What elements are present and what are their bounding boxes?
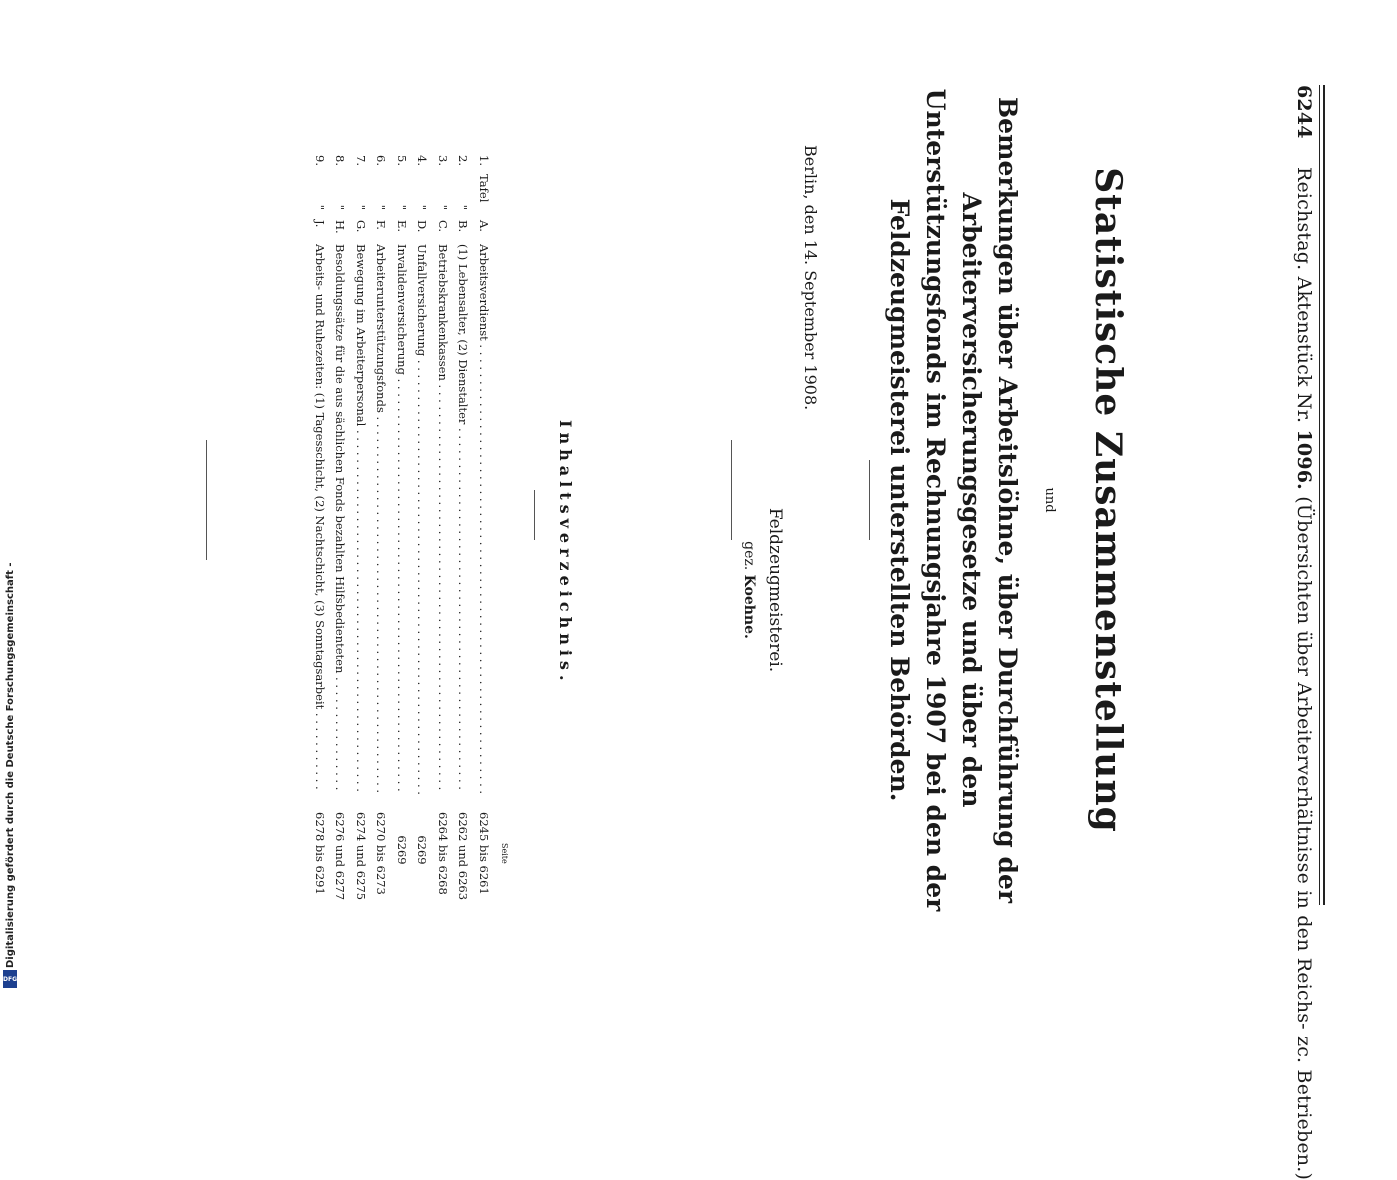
- issuing-office: Feldzeugmeisterei.: [765, 507, 785, 673]
- toc-entry-pages: 6269: [395, 835, 409, 865]
- toc-entry-title: Invalidenversicherung . . .: [392, 244, 413, 794]
- toc-entry-pages: 6278 bis 6291: [313, 812, 327, 895]
- toc-entry-letter: B.: [456, 220, 471, 233]
- toc-heading: Inhaltsverzeichnis.: [556, 420, 575, 686]
- toc-entry-pages: 6245 bis 6261: [477, 812, 491, 895]
- toc-entry-pages: 6276 und 6277: [333, 812, 348, 901]
- toc-entry-number: 4.: [415, 155, 430, 166]
- toc-entry-prefix: ": [354, 204, 368, 210]
- toc-entry-number: 3.: [436, 155, 450, 166]
- toc-entry-title: Besoldungssätze für die aus sächlichen Fonds bezahlten Hilfsbedienteten . . .: [330, 244, 351, 794]
- toc-entry-letter: F.: [374, 220, 389, 230]
- toc-entry-title: Betriebskrankenkassen . . .: [433, 244, 454, 794]
- toc-entry-number: 5.: [395, 155, 409, 166]
- toc-entry-prefix: ": [436, 204, 450, 210]
- document-subtitle: Bemerkungen über Arbeitslöhne, über Durchführung der Arbeiterversicherungsgesetze und über den Unterstützungsfonds im Rechnungsjahre 1907 bei den der Feldzeugmeisterei unterstellten Behörden.: [885, 88, 1022, 912]
- toc-entry-title: Bewegung im Arbeiterpersonal . . .: [351, 244, 372, 794]
- toc-entry: [412, 148, 433, 888]
- toc-entry: [371, 148, 392, 895]
- toc-entry: [351, 148, 372, 901]
- separator-rule: [534, 490, 535, 540]
- toc-entry-letter: J.: [313, 220, 327, 228]
- toc-entry-prefix: ": [456, 204, 471, 210]
- digitization-credit: [2, 562, 18, 990]
- signature-line: [741, 425, 757, 755]
- credit-text: Digitalisierung gefördert durch die Deutsche Forschungsgemeinschaft -: [5, 562, 16, 968]
- table-of-contents: [310, 148, 495, 901]
- toc-entry-number: 8.: [333, 155, 348, 166]
- document-title: Statistische Zusammenstellung: [1087, 167, 1129, 833]
- toc-entry-letter: C.: [436, 220, 450, 233]
- toc-entry-prefix: ": [333, 204, 348, 210]
- toc-entry: [433, 148, 454, 895]
- toc-entry-pages: 6262 und 6263: [456, 812, 471, 901]
- toc-entry-title: Arbeitsverdienst . . .: [474, 244, 495, 794]
- toc-entry-pages: 6269: [415, 835, 430, 865]
- toc-entry-title: (1) Lebensalter, (2) Dienstalter . . .: [453, 244, 474, 794]
- toc-entry: [392, 148, 413, 888]
- toc-entry-pages: 6264 bis 6268: [436, 812, 450, 895]
- toc-entry: [474, 148, 495, 895]
- toc-entry-prefix: ": [374, 204, 389, 210]
- header-rule: [1323, 85, 1325, 905]
- title-conjunction: und: [1042, 487, 1057, 513]
- toc-entry-title: Unfallversicherung . . .: [412, 244, 433, 794]
- toc-entry-letter: H.: [333, 220, 348, 234]
- toc-entry-pages: 6270 bis 6273: [374, 812, 389, 895]
- toc-entry-pages: 6274 und 6275: [354, 812, 368, 901]
- toc-entry-number: 7.: [354, 155, 368, 166]
- separator-rule: [206, 440, 207, 560]
- toc-entry-number: 6.: [374, 155, 389, 166]
- dfg-logo: DFG: [3, 970, 17, 988]
- signature-prefix: gez.: [741, 541, 757, 571]
- toc-entry-number: 2.: [456, 155, 471, 166]
- toc-entry: [330, 148, 351, 901]
- signature-name: Koehne.: [741, 574, 757, 639]
- toc-entry-title: Arbeits- und Ruhezeiten: (1) Tagesschicht, (2) Nachtschicht, (3) Sonntagsarbeit . . .: [310, 244, 331, 794]
- toc-entry: [310, 148, 331, 895]
- dateline: Berlin, den 14. September 1908.: [801, 145, 820, 411]
- running-head-subject: (Übersichten über Arbeiterverhältnisse in den Reichs- zc. Betrieben.): [1293, 496, 1315, 1180]
- toc-page-column-label: Seite: [500, 843, 509, 864]
- toc-entry-letter: E.: [395, 220, 409, 233]
- toc-entry-prefix: ": [313, 204, 327, 210]
- toc-entry-title: Arbeiterunterstützungsfonds . . .: [371, 244, 392, 794]
- separator-rule: [731, 440, 732, 540]
- header-rule-thin: [1319, 85, 1320, 905]
- toc-entry-prefix: ": [415, 204, 430, 210]
- toc-entry-letter: D.: [415, 220, 430, 233]
- page-number: 6244: [1293, 85, 1315, 139]
- toc-entry-prefix: ": [395, 204, 409, 210]
- toc-entry-number: 9.: [313, 155, 327, 166]
- running-head: [1293, 85, 1315, 1180]
- toc-entry-letter: G.: [354, 220, 368, 233]
- toc-entry: [453, 148, 474, 901]
- separator-rule: [869, 460, 870, 540]
- running-head-source: Reichstag. Aktenstück Nr.: [1293, 166, 1315, 424]
- toc-entry-letter: A.: [477, 220, 491, 232]
- toc-entry-number: 1.: [477, 155, 491, 166]
- toc-entry-prefix: Tafel: [477, 174, 491, 203]
- document-number: 1096.: [1293, 429, 1315, 490]
